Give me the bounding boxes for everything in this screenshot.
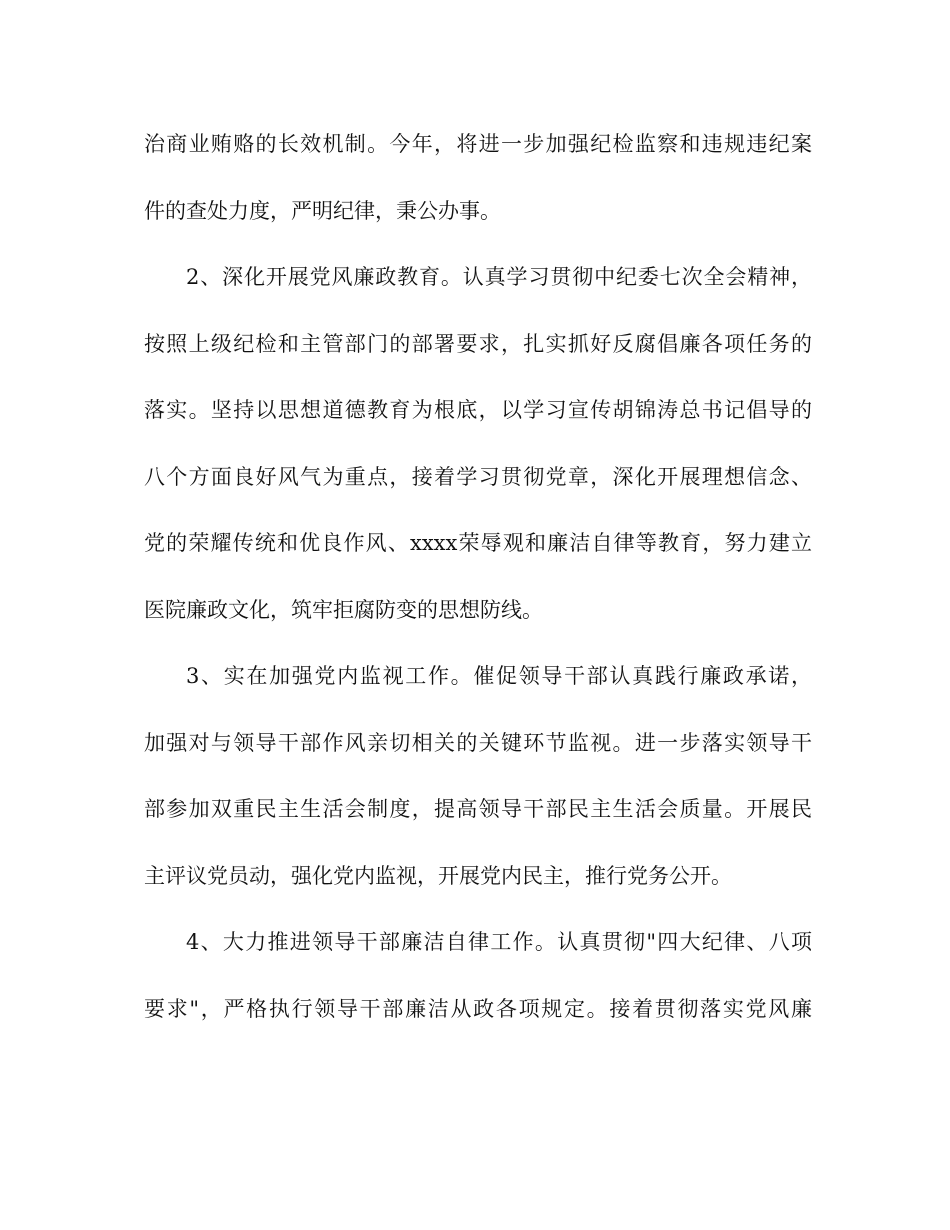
text-line-12: 主评议党员动，强化党内监视，开展党内民主，推行党务公开。 [144,863,732,888]
text-line-8: 医院廉政文化，筑牢拒腐防变的思想防线。 [144,597,543,622]
text-line-14: 要求"，严格执行领导干部廉洁从政各项规定。接着贯彻落实党风廉 [144,996,812,1021]
text-line-11: 部参加双重民主生活会制度，提高领导干部民主生活会质量。开展民 [144,797,812,821]
text-line-3: 2、深化开展党风廉政教育。认真学习贯彻中纪委七次全会精神， [186,265,812,289]
text-line-1: 治商业贿赂的长效机制。今年，将进一步加强纪检监察和违规违纪案 [144,132,812,156]
text-line-13: 4、大力推进领导干部廉洁自律工作。认真贯彻"四大纪律、八项 [186,930,812,954]
text-line-5: 落实。坚持以思想道德教育为根底，以学习宣传胡锦涛总书记倡导的 [144,398,812,422]
body-text [144,118,812,1049]
text-line-4: 按照上级纪检和主管部门的部署要求，扎实抓好反腐倡廉各项任务的 [144,331,812,356]
text-line-7: 党的荣耀传统和优良作风、xxxx荣辱观和廉洁自律等教育，努力建立 [144,531,812,555]
text-line-6: 八个方面良好风气为重点，接着学习贯彻党章，深化开展理想信念、 [144,464,812,489]
text-line-10: 加强对与领导干部作风亲切相关的关键环节监视。进一步落实领导干 [144,730,812,755]
text-line-9: 3、实在加强党内监视工作。催促领导干部认真践行廉政承诺， [186,664,812,688]
text-line-2: 件的查处力度，严明纪律，秉公办事。 [144,198,501,223]
